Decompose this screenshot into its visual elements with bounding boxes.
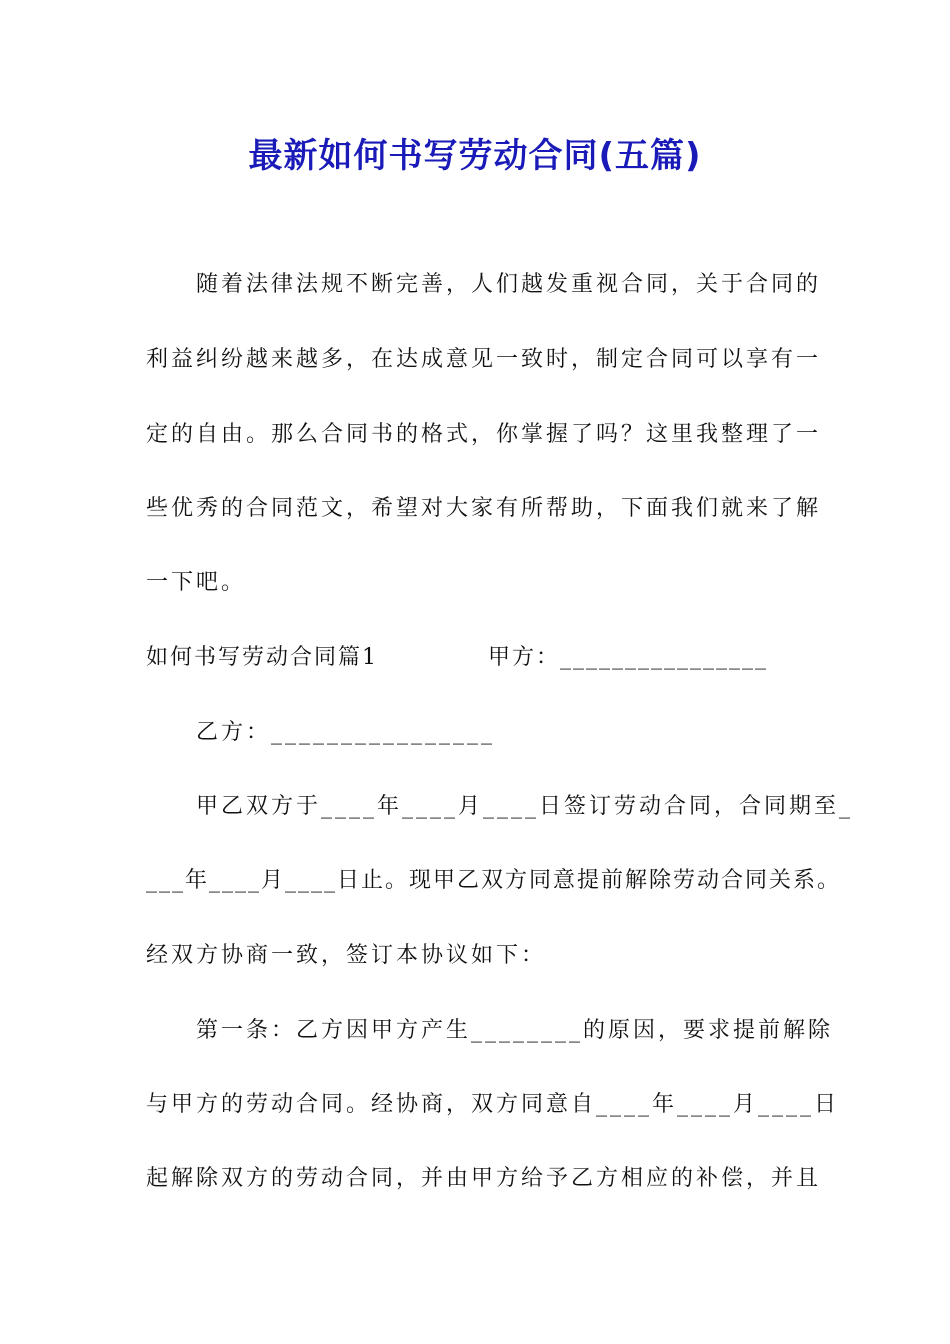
party-a-field: 甲方：________________ <box>488 645 769 670</box>
body-line: 甲乙双方于____年____月____日签订劳动合同，合同期至_ <box>196 794 854 819</box>
body-line: 起解除双方的劳动合同，并由甲方给予乙方相应的补偿，并且 <box>146 1166 822 1191</box>
intro-line: 利益纠纷越来越多，在达成意见一致时，制定合同可以享有一 <box>146 347 822 372</box>
document-title: 最新如何书写劳动合同(五篇) <box>248 136 702 176</box>
body-line: ___年____月____日止。现甲乙双方同意提前解除劳动合同关系。 <box>146 868 842 893</box>
body-line: 经双方协商一致，签订本协议如下： <box>146 943 547 968</box>
intro-line: 一下吧。 <box>146 570 247 595</box>
intro-line: 随着法律法规不断完善，人们越发重视合同，关于合同的 <box>196 272 822 297</box>
party-b-field: 乙方：________________ <box>196 720 496 745</box>
intro-line: 定的自由。那么合同书的格式，你掌握了吗？这里我整理了一 <box>146 422 822 447</box>
section-heading-line <box>146 643 768 673</box>
body-line: 第一条：乙方因甲方产生________的原因，要求提前解除 <box>196 1018 834 1043</box>
body-line: 与甲方的劳动合同。经协商，双方同意自____年____月____日 <box>146 1092 840 1117</box>
intro-line: 些优秀的合同范文，希望对大家有所帮助，下面我们就来了解 <box>146 496 822 521</box>
section-heading: 如何书写劳动合同篇1 <box>146 645 378 670</box>
